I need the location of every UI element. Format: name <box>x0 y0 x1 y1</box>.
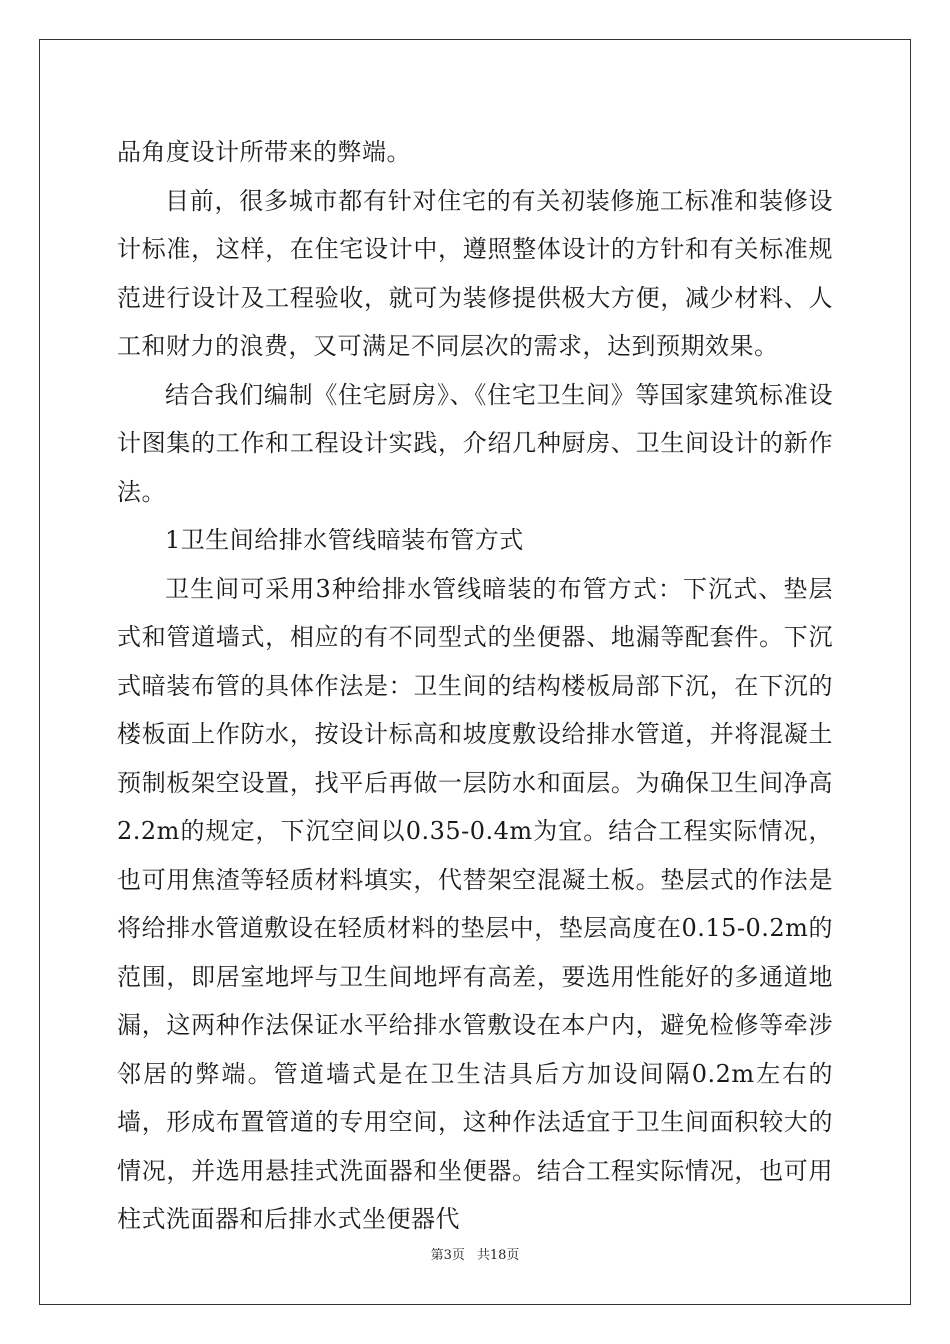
page-footer <box>0 1244 950 1263</box>
document-body <box>117 128 833 1244</box>
paragraph-2: 目前，很多城市都有针对住宅的有关初装修施工标准和装修设计标准，这样，在住宅设计中，遵照整体设计的方针和有关标准规范进行设计及工程验收，就可为装修提供极大方便，减少材料、人工和财力的浪费，又可满足不同层次的需求，达到预期效果。 <box>117 186 833 360</box>
section-heading: 1卫生间给排水管线暗装布管方式 <box>165 526 524 554</box>
page-number: 第3页 <box>430 1248 465 1263</box>
paragraph-3: 结合我们编制《住宅厨房》、《住宅卫生间》等国家建筑标准设计图集的工作和工程设计实践，介绍几种厨房、卫生间设计的新作法。 <box>117 380 833 506</box>
page-total: 共18页 <box>476 1248 520 1263</box>
paragraph-1: 品角度设计所带来的弊端。 <box>117 138 411 166</box>
paragraph-4: 卫生间可采用3种给排水管线暗装的布管方式：下沉式、垫层式和管道墙式，相应的有不同型式的坐便器、地漏等配套件。下沉式暗装布管的具体作法是：卫生间的结构楼板局部下沉，在下沉的楼板面上作防水，按设计标高和坡度敷设给排水管道，并将混凝土预制板架空设置，找平后再做一层防水和面层。为确保卫生间净高2.2m的规定，下沉空间以0.35-0.4m为宜。结合工程实际情况，也可用焦渣等轻质材料填实，代替架空混凝土板。垫层式的作法是将给排水管道敷设在轻质材料的垫层中，垫层高度在0.15-0.2m的范围，即居室地坪与卫生间地坪有高差，要选用性能好的多通道地漏，这两种作法保证水平给排水管敷设在本户内，避免检修等牵涉邻居的弊端。管道墙式是在卫生洁具后方加设间隔0.2m左右的墙，形成布置管道的专用空间，这种作法适宜于卫生间面积较大的情况，并选用悬挂式洗面器和坐便器。结合工程实际情况，也可用柱式洗面器和后排水式坐便器代 <box>117 574 833 1233</box>
